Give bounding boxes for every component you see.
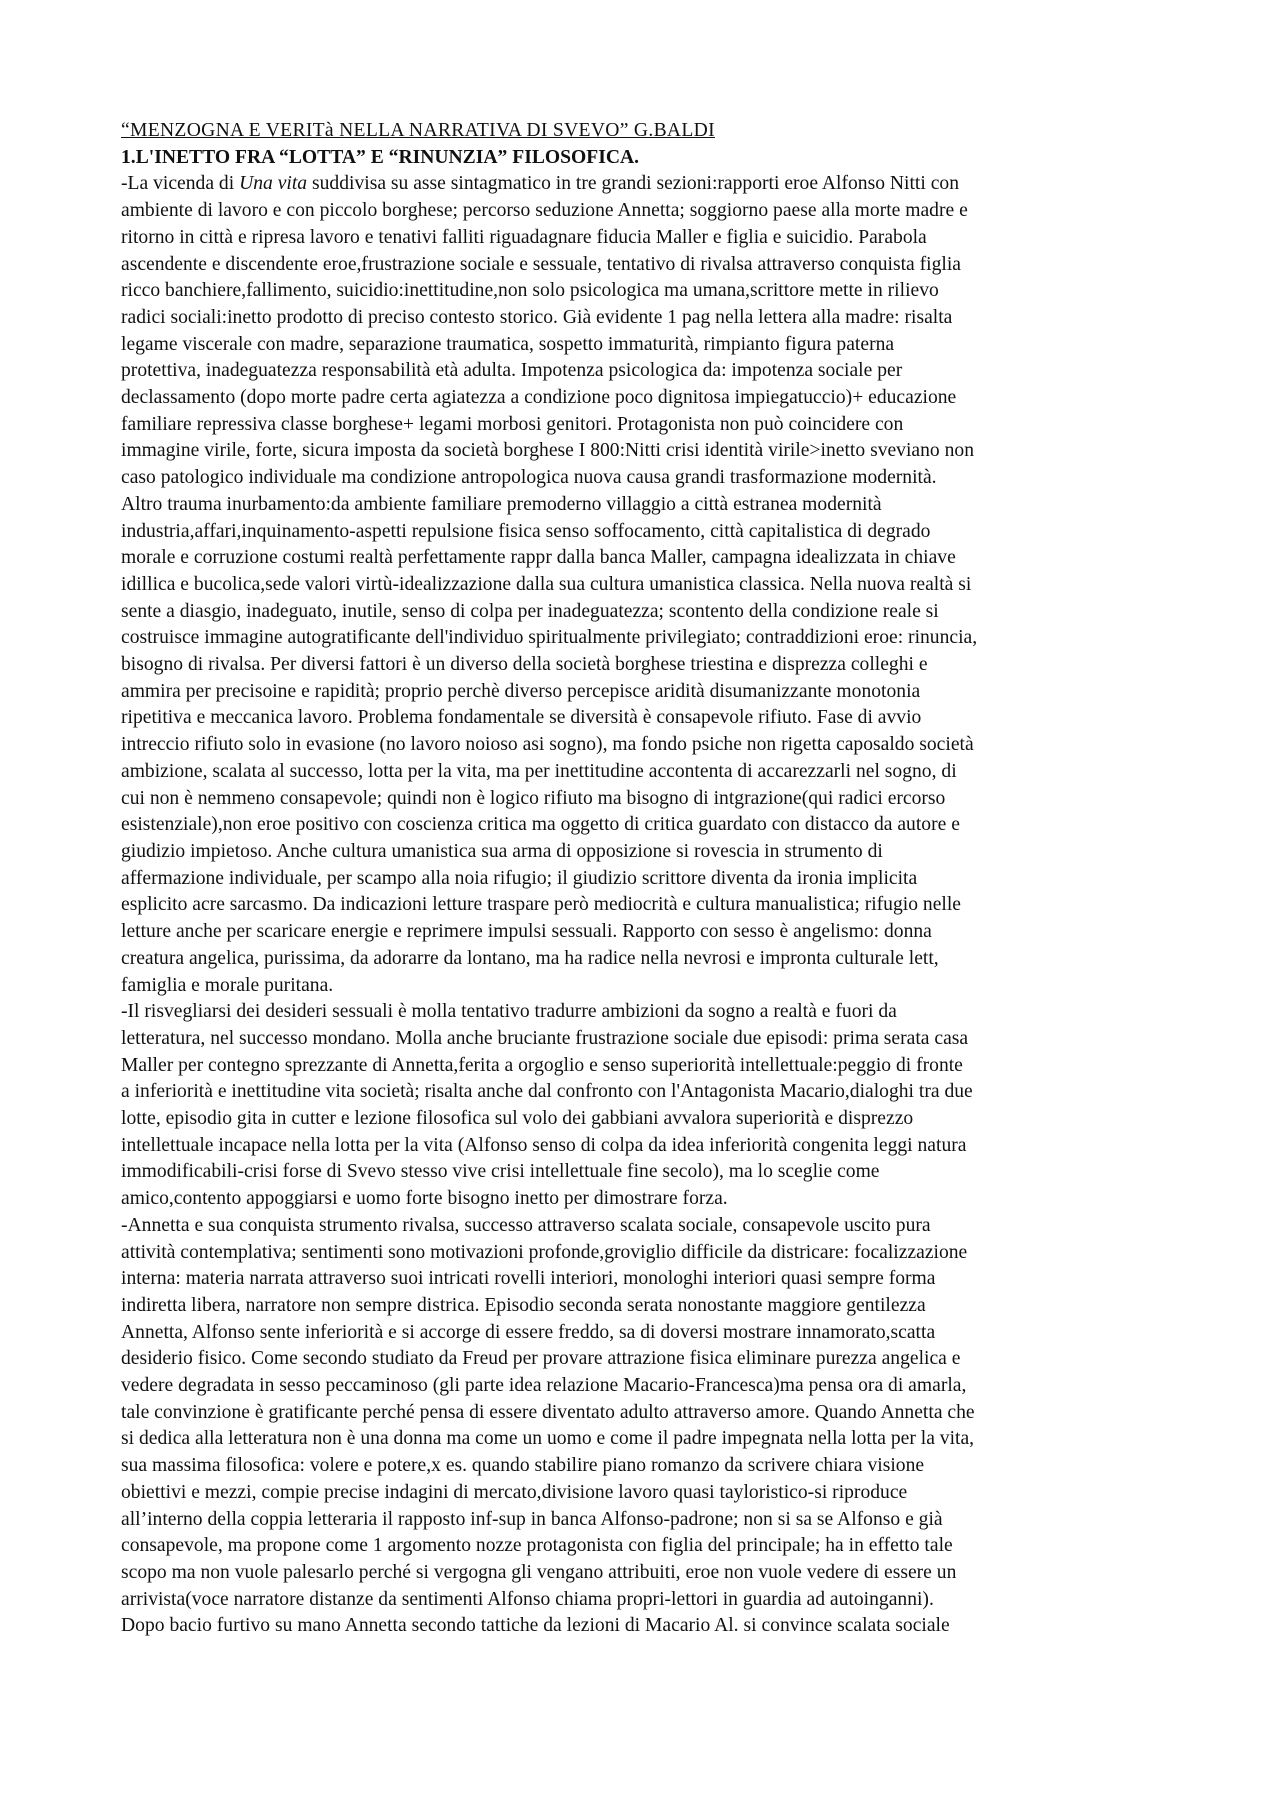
paragraph-line: Maller per contegno sprezzante di Annetta,ferita a orgoglio e senso superiorità intellettuale:peggio di fronte — [121, 1054, 963, 1076]
paragraph-line: ambizione, scalata al successo, lotta per la vita, ma per inettitudine accontenta di accarezzarli nel sogno, di — [121, 760, 957, 782]
paragraph-line: arrivista(voce narratore distanze da sentimenti Alfonso chiama propri-lettori in guardia ad autoinganni). — [121, 1588, 934, 1610]
paragraph-line: amico,contento appoggiarsi e uomo forte bisogno inetto per dimostrare forza. — [121, 1188, 728, 1210]
paragraph-line: scopo ma non vuole palesarlo perché si vergogna gli vengano attribuiti, eroe non vuole vedere di essere un — [121, 1561, 957, 1583]
paragraph-line: interna: materia narrata attraverso suoi intricati rovelli interiori, monologhi interiori quasi sempre forma — [121, 1268, 936, 1290]
paragraph-line: cui non è nemmeno consapevole; quindi non è logico rifiuto ma bisogno di intgrazione(qui radici ercorso — [121, 787, 946, 809]
paragraph-line: ripetitiva e meccanica lavoro. Problema fondamentale se diversità è consapevole rifiuto. Fase di avvio — [121, 707, 922, 729]
paragraph-line: ascendente e discendente eroe,frustrazione sociale e sessuale, tentativo di rivalsa attraverso conquista figlia — [121, 253, 962, 275]
paragraph-line: -Annetta e sua conquista strumento rivalsa, successo attraverso scalata sociale, consapevole uscito pura — [121, 1214, 931, 1236]
section-heading: 1.L'INETTO FRA “LOTTA” E “RINUNZIA” FILOSOFICA. — [121, 146, 640, 168]
paragraph-line: sente a diasgio, inadeguato, inutile, senso di colpa per inadeguatezza; scontento della condizione reale si — [121, 600, 939, 622]
paragraph-line: all’interno della coppia letteraria il rapposto inf-sup in banca Alfonso-padrone; non si sa se Alfonso e già — [121, 1508, 943, 1530]
document-page — [121, 118, 1169, 1640]
paragraph-line: lotte, episodio gita in cutter e lezione filosofica sul volo dei gabbiani avvalora superiorità e disprezzo — [121, 1108, 914, 1130]
paragraph-line: creatura angelica, purissima, da adorarre da lontano, ma ha radice nella nevrosi e impronta culturale lett, — [121, 947, 939, 969]
paragraph-line: idillica e bucolica,sede valori virtù-idealizzazione dalla sua cultura umanistica classica. Nella nuova realtà si — [121, 573, 972, 595]
paragraph-line: letteratura, nel successo mondano. Molla anche bruciante frustrazione sociale due episodi: prima serata casa — [121, 1027, 969, 1049]
paragraph-line: obiettivi e mezzi, compie precise indagini di mercato,divisione lavoro quasi tayloristico-si riproduce — [121, 1481, 908, 1503]
paragraph-line: indiretta libera, narratore non sempre districa. Episodio seconda serata nonostante maggiore gentilezza — [121, 1294, 926, 1316]
paragraph-line: Dopo bacio furtivo su mano Annetta secondo tattiche da lezioni di Macario Al. si convince scalata sociale — [121, 1615, 950, 1637]
paragraph-line: familiare repressiva classe borghese+ legami morbosi genitori. Protagonista non può coincidere con — [121, 413, 904, 435]
paragraph-line: ritorno in città e ripresa lavoro e tenativi falliti riguadagnare fiducia Maller e figlia e suicidio. Parabola — [121, 226, 927, 248]
paragraph-3 — [121, 1213, 1169, 1640]
paragraph-line: Annetta, Alfonso sente inferiorità e si accorge di essere freddo, sa di doversi mostrare innamorato,scatta — [121, 1321, 936, 1343]
document-title: “MENZOGNA E VERITà NELLA NARRATIVA DI SVEVO” G.BALDI — [121, 120, 715, 141]
paragraph-line: declassamento (dopo morte padre certa agiatezza a condizione poco dignitosa impiegatuccio)+ educazione — [121, 387, 957, 409]
paragraph-1-body — [121, 198, 1169, 999]
line-segment: -La vicenda di — [121, 173, 240, 195]
paragraph-line: Altro trauma inurbamento:da ambiente familiare premoderno villaggio a città estranea modernità — [121, 493, 882, 515]
paragraph-line: tale convinzione è gratificante perché pensa di essere diventato adulto attraverso amore. Quando Annetta che — [121, 1401, 975, 1423]
paragraph-line: esistenziale),non eroe positivo con coscienza critica ma oggetto di critica guardato con distacco da autore e — [121, 814, 960, 836]
paragraph-line: -Il risvegliarsi dei desideri sessuali è molla tentativo tradurre ambizioni da sogno a realtà e fuori da — [121, 1001, 897, 1023]
paragraph-line: immodificabili-crisi forse di Svevo stesso vive crisi intellettuale fine secolo), ma lo sceglie come — [121, 1161, 880, 1183]
paragraph-line: letture anche per scaricare energie e reprimere impulsi sessuali. Rapporto con sesso è angelismo: donna — [121, 921, 932, 943]
paragraph-line: desiderio fisico. Come secondo studiato da Freud per provare attrazione fisica eliminare purezza angelica e — [121, 1348, 961, 1370]
paragraph-line: bisogno di rivalsa. Per diversi fattori è un diverso della società borghese triestina e disprezza colleghi e — [121, 654, 928, 676]
paragraph-line — [121, 171, 1169, 198]
paragraph-line: famiglia e morale puritana. — [121, 974, 334, 996]
paragraph-line: vedere degradata in sesso peccaminoso (gli parte idea relazione Macario-Francesca)ma pensa ora di amarla, — [121, 1375, 967, 1397]
paragraph-line: costruisce immagine autogratificante dell'individuo spiritualmente privilegiato; contraddizioni eroe: rinuncia, — [121, 627, 978, 649]
paragraph-line: giudizio impietoso. Anche cultura umanistica sua arma di opposizione si rovescia in strumento di — [121, 840, 883, 862]
paragraph-line: affermazione individuale, per scampo alla noia rifugio; il giudizio scrittore diventa da ironia implicita — [121, 867, 918, 889]
line-segment: suddivisa su asse sintagmatico in tre grandi sezioni:rapporti eroe Alfonso Nitti con — [307, 173, 959, 195]
paragraph-line: consapevole, ma propone come 1 argomento nozze protagonista con figlia del principale; ha in effetto tale — [121, 1535, 953, 1557]
paragraph-line: a inferiorità e inettitudine vita società; risalta anche dal confronto con l'Antagonista Macario,dialoghi tra due — [121, 1081, 973, 1103]
paragraph-line: industria,affari,inquinamento-aspetti repulsione fisica senso soffocamento, città capitalistica di degrado — [121, 520, 931, 542]
paragraph-line: si dedica alla letteratura non è una donna ma come un uomo e come il padre impegnata nella lotta per la vita, — [121, 1428, 975, 1450]
paragraph-line: protettiva, inadeguatezza responsabilità età adulta. Impotenza psicologica da: impotenza sociale per — [121, 360, 903, 382]
paragraph-2 — [121, 999, 1169, 1213]
paragraph-line: radici sociali:inetto prodotto di preciso contesto storico. Già evidente 1 pag nella lettera alla madre: risalta — [121, 306, 953, 328]
paragraph-line: attività contemplativa; sentimenti sono motivazioni profonde,groviglio difficile da districare: focalizzazione — [121, 1241, 968, 1263]
paragraph-line: intreccio rifiuto solo in evasione (no lavoro noioso asi sogno), ma fondo psiche non rigetta caposaldo società — [121, 734, 974, 756]
paragraph-line: morale e corruzione costumi realtà perfettamente rappr dalla banca Maller, campagna idealizzata in chiave — [121, 547, 956, 569]
paragraph-line: ricco banchiere,fallimento, suicidio:inettitudine,non solo psicologica ma umana,scrittore mette in rilievo — [121, 280, 939, 302]
paragraph-line: legame viscerale con madre, separazione traumatica, sospetto immaturità, rimpianto figura paterna — [121, 333, 895, 355]
paragraph-1 — [121, 171, 1169, 999]
paragraph-line: immagine virile, forte, sicura imposta da società borghese I 800:Nitti crisi identità virile>inetto sveviano non — [121, 440, 975, 462]
paragraph-line: sua massima filosofica: volere e potere,x es. quando stabilire piano romanzo da scrivere chiara visione — [121, 1455, 925, 1477]
paragraph-line: esplicito acre sarcasmo. Da indicazioni letture traspare però mediocrità e cultura manualistica; rifugio nelle — [121, 894, 961, 916]
book-title-italic: Una vita — [239, 173, 308, 195]
paragraph-line: ambiente di lavoro e con piccolo borghese; percorso seduzione Annetta; soggiorno paese alla morte madre e — [121, 200, 968, 222]
paragraph-line: caso patologico individuale ma condizione antropologica nuova causa grandi trasformazione modernità. — [121, 467, 937, 489]
paragraph-line: ammira per precisoine e rapidità; proprio perchè diverso percepisce aridità disumanizzante monotonia — [121, 680, 921, 702]
paragraph-line: intellettuale incapace nella lotta per la vita (Alfonso senso di colpa da idea inferiorità congenita leggi natura — [121, 1134, 967, 1156]
